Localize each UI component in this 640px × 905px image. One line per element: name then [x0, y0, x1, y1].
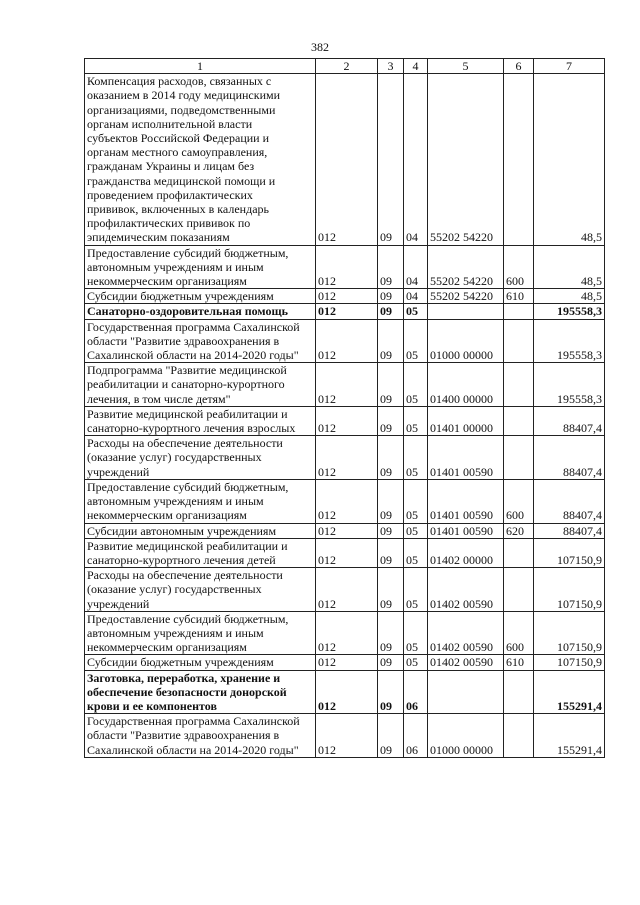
header-col-5: 5 — [428, 59, 504, 74]
row-target-article — [428, 670, 504, 714]
table-row — [85, 74, 605, 245]
row-description: Заготовка, переработка, хранение и обеспечение безопасности донорской крови и ее компонентов — [85, 670, 316, 714]
row-amount: 195558,3 — [534, 304, 605, 319]
row-subsection-code: 05 — [404, 363, 428, 407]
row-target-article: 01402 00590 — [428, 568, 504, 612]
row-amount: 88407,4 — [534, 406, 605, 435]
header-col-7: 7 — [534, 59, 605, 74]
table-row — [85, 538, 605, 567]
row-subsection-code: 06 — [404, 670, 428, 714]
row-expense-type: 600 — [504, 245, 534, 289]
row-target-article: 01401 00590 — [428, 436, 504, 480]
table-row — [85, 568, 605, 612]
row-amount: 88407,4 — [534, 523, 605, 538]
row-subsection-code: 06 — [404, 714, 428, 758]
table-row — [85, 670, 605, 714]
row-ministry-code: 012 — [316, 74, 378, 245]
row-section-code: 09 — [378, 436, 404, 480]
row-expense-type — [504, 568, 534, 612]
row-expense-type — [504, 363, 534, 407]
table-row — [85, 304, 605, 319]
row-ministry-code: 012 — [316, 523, 378, 538]
row-description: Санаторно-оздоровительная помощь — [85, 304, 316, 319]
row-expense-type — [504, 538, 534, 567]
row-description: Субсидии бюджетным учреждениям — [85, 289, 316, 304]
header-col-4: 4 — [404, 59, 428, 74]
row-target-article: 01400 00000 — [428, 363, 504, 407]
row-amount: 155291,4 — [534, 714, 605, 758]
row-section-code: 09 — [378, 538, 404, 567]
row-amount: 48,5 — [534, 74, 605, 245]
row-description: Предоставление субсидий бюджетным, автономным учреждениям и иным некоммерческим организациям — [85, 479, 316, 523]
row-description: Подпрограмма "Развитие медицинской реабилитации и санаторно-курортного лечения, в том числе детям" — [85, 363, 316, 407]
row-ministry-code: 012 — [316, 655, 378, 670]
table-row — [85, 363, 605, 407]
table-row — [85, 655, 605, 670]
row-ministry-code: 012 — [316, 479, 378, 523]
row-target-article: 55202 54220 — [428, 289, 504, 304]
row-ministry-code: 012 — [316, 538, 378, 567]
row-section-code: 09 — [378, 655, 404, 670]
row-expense-type — [504, 319, 534, 363]
row-description: Предоставление субсидий бюджетным, автономным учреждениям и иным некоммерческим организациям — [85, 611, 316, 655]
row-description: Государственная программа Сахалинской области "Развитие здравоохранения в Сахалинской области на 2014-2020 годы" — [85, 714, 316, 758]
row-description: Государственная программа Сахалинской области "Развитие здравоохранения в Сахалинской области на 2014-2020 годы" — [85, 319, 316, 363]
row-expense-type: 620 — [504, 523, 534, 538]
row-ministry-code: 012 — [316, 406, 378, 435]
row-expense-type — [504, 670, 534, 714]
row-target-article: 55202 54220 — [428, 74, 504, 245]
row-ministry-code: 012 — [316, 714, 378, 758]
row-subsection-code: 05 — [404, 655, 428, 670]
row-section-code: 09 — [378, 523, 404, 538]
budget-table — [84, 58, 605, 758]
table-row — [85, 289, 605, 304]
header-col-3: 3 — [378, 59, 404, 74]
header-col-1: 1 — [85, 59, 316, 74]
row-description: Предоставление субсидий бюджетным, автономным учреждениям и иным некоммерческим организациям — [85, 245, 316, 289]
row-amount: 107150,9 — [534, 568, 605, 612]
row-section-code: 09 — [378, 319, 404, 363]
row-target-article: 55202 54220 — [428, 245, 504, 289]
row-ministry-code: 012 — [316, 568, 378, 612]
row-target-article: 01000 00000 — [428, 319, 504, 363]
row-section-code: 09 — [378, 670, 404, 714]
row-target-article: 01401 00590 — [428, 479, 504, 523]
row-amount: 88407,4 — [534, 479, 605, 523]
row-section-code: 09 — [378, 611, 404, 655]
row-amount: 88407,4 — [534, 436, 605, 480]
row-subsection-code: 05 — [404, 538, 428, 567]
row-expense-type: 610 — [504, 655, 534, 670]
table-row — [85, 245, 605, 289]
table-row — [85, 479, 605, 523]
row-description: Субсидии автономным учреждениям — [85, 523, 316, 538]
row-subsection-code: 04 — [404, 245, 428, 289]
header-row — [85, 59, 605, 74]
row-target-article: 01402 00590 — [428, 655, 504, 670]
row-section-code: 09 — [378, 363, 404, 407]
row-expense-type: 610 — [504, 289, 534, 304]
row-ministry-code: 012 — [316, 319, 378, 363]
header-col-2: 2 — [316, 59, 378, 74]
row-section-code: 09 — [378, 406, 404, 435]
row-description: Развитие медицинской реабилитации и санаторно-курортного лечения взрослых — [85, 406, 316, 435]
row-description: Компенсация расходов, связанных с оказанием в 2014 году медицинскими организациями, подведомственными органам исполнительной власти субъектов Российской Федерации и органам местного самоуправления, гражданам Украины и лицам без гражданства медицинской помощи и проведением профилактических прививок, включенных в календарь профилактических прививок по эпидемическим показаниям — [85, 74, 316, 245]
row-target-article: 01401 00000 — [428, 406, 504, 435]
row-amount: 48,5 — [534, 245, 605, 289]
row-section-code: 09 — [378, 304, 404, 319]
row-subsection-code: 05 — [404, 304, 428, 319]
row-expense-type — [504, 304, 534, 319]
row-amount: 195558,3 — [534, 319, 605, 363]
row-expense-type — [504, 436, 534, 480]
row-expense-type — [504, 714, 534, 758]
row-target-article: 01401 00590 — [428, 523, 504, 538]
table-row — [85, 611, 605, 655]
page-number: 382 — [311, 40, 329, 54]
row-section-code: 09 — [378, 479, 404, 523]
row-subsection-code: 05 — [404, 436, 428, 480]
table-row — [85, 523, 605, 538]
row-section-code: 09 — [378, 568, 404, 612]
row-subsection-code: 05 — [404, 523, 428, 538]
row-subsection-code: 05 — [404, 611, 428, 655]
row-section-code: 09 — [378, 245, 404, 289]
row-target-article: 01402 00590 — [428, 611, 504, 655]
row-subsection-code: 05 — [404, 406, 428, 435]
row-expense-type — [504, 406, 534, 435]
row-target-article: 01402 00000 — [428, 538, 504, 567]
row-amount: 48,5 — [534, 289, 605, 304]
row-target-article — [428, 304, 504, 319]
row-description: Расходы на обеспечение деятельности (оказание услуг) государственных учреждений — [85, 568, 316, 612]
row-ministry-code: 012 — [316, 363, 378, 407]
row-amount: 107150,9 — [534, 538, 605, 567]
row-subsection-code: 04 — [404, 74, 428, 245]
row-target-article: 01000 00000 — [428, 714, 504, 758]
row-ministry-code: 012 — [316, 436, 378, 480]
row-amount: 155291,4 — [534, 670, 605, 714]
row-subsection-code: 05 — [404, 319, 428, 363]
row-description: Субсидии бюджетным учреждениям — [85, 655, 316, 670]
row-subsection-code: 04 — [404, 289, 428, 304]
row-expense-type: 600 — [504, 479, 534, 523]
row-ministry-code: 012 — [316, 304, 378, 319]
row-section-code: 09 — [378, 74, 404, 245]
row-expense-type — [504, 74, 534, 245]
row-expense-type: 600 — [504, 611, 534, 655]
row-ministry-code: 012 — [316, 245, 378, 289]
table-row — [85, 714, 605, 758]
row-description: Развитие медицинской реабилитации и санаторно-курортного лечения детей — [85, 538, 316, 567]
row-subsection-code: 05 — [404, 479, 428, 523]
row-subsection-code: 05 — [404, 568, 428, 612]
row-section-code: 09 — [378, 714, 404, 758]
row-description: Расходы на обеспечение деятельности (оказание услуг) государственных учреждений — [85, 436, 316, 480]
row-amount: 107150,9 — [534, 611, 605, 655]
row-section-code: 09 — [378, 289, 404, 304]
row-amount: 195558,3 — [534, 363, 605, 407]
row-ministry-code: 012 — [316, 670, 378, 714]
row-amount: 107150,9 — [534, 655, 605, 670]
row-ministry-code: 012 — [316, 611, 378, 655]
row-ministry-code: 012 — [316, 289, 378, 304]
header-col-6: 6 — [504, 59, 534, 74]
table-row — [85, 406, 605, 435]
table-row — [85, 319, 605, 363]
table-row — [85, 436, 605, 480]
